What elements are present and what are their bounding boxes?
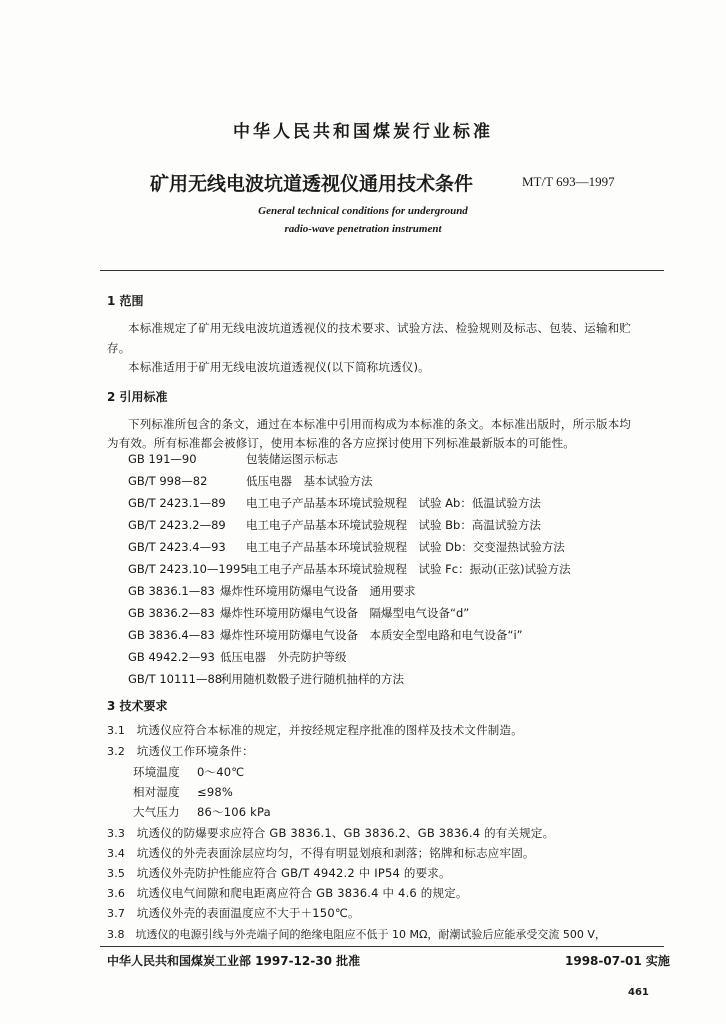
english-title-line-1: General technical conditions for underground bbox=[258, 205, 468, 217]
section-1-para-1-line-2: 存。 bbox=[107, 341, 131, 355]
reference-code: GB 3836.4—83 bbox=[128, 628, 215, 642]
section-1-para-1-line-1: 本标准规定了矿用无线电波坑道透视仪的技术要求、试验方法、检验规则及标志、包装、运输和贮 bbox=[128, 321, 632, 335]
condition-value: 86～106 kPa bbox=[197, 805, 271, 819]
condition-value: ≤98% bbox=[197, 785, 233, 799]
condition-label: 相对湿度 bbox=[133, 785, 180, 799]
reference-item bbox=[128, 561, 571, 577]
reference-code: GB 3836.2—83 bbox=[128, 606, 215, 620]
reference-title: 爆炸性环境用防爆电气设备 隔爆型电气设备“d” bbox=[220, 606, 470, 620]
clause-3-4 bbox=[107, 845, 535, 861]
reference-item bbox=[128, 627, 523, 643]
clause-text: 坑透仪工作环境条件： bbox=[136, 744, 254, 758]
clause-3-7 bbox=[107, 905, 360, 921]
reference-title: 电工电子产品基本环境试验规程 试验 Db：交变湿热试验方法 bbox=[246, 540, 565, 554]
reference-item bbox=[128, 451, 338, 467]
org-title: 中华人民共和国煤炭行业标准 bbox=[233, 122, 493, 142]
reference-code: GB/T 2423.4—93 bbox=[128, 540, 226, 554]
implementation-date: 1998-07-01 实施 bbox=[565, 954, 670, 968]
reference-code: GB/T 2423.1—89 bbox=[128, 496, 226, 510]
clause-number: 3.8 bbox=[107, 928, 125, 941]
reference-title: 低压电器 基本试验方法 bbox=[246, 474, 373, 488]
reference-title: 电工电子产品基本环境试验规程 试验 Fc：振动(正弦)试验方法 bbox=[246, 562, 571, 576]
reference-code: GB 191—90 bbox=[128, 452, 197, 466]
condition-row bbox=[133, 804, 271, 820]
clause-number: 3.7 bbox=[107, 907, 126, 920]
reference-code: GB/T 998—82 bbox=[128, 474, 208, 488]
approval-note: 中华人民共和国煤炭工业部 1997-12-30 批准 bbox=[107, 954, 361, 968]
clause-3-5 bbox=[107, 865, 451, 881]
reference-title: 低压电器 外壳防护等级 bbox=[220, 650, 347, 664]
clause-number: 3.2 bbox=[107, 745, 126, 758]
reference-item bbox=[128, 495, 541, 511]
doc-title: 矿用无线电波坑道透视仪通用技术条件 bbox=[150, 173, 474, 195]
reference-code: GB/T 2423.10—1995 bbox=[128, 562, 248, 576]
footer-divider bbox=[100, 946, 664, 947]
reference-code: GB/T 10111—88 bbox=[128, 672, 223, 686]
section-3-heading: 3 技术要求 bbox=[107, 699, 168, 713]
section-2-heading: 2 引用标准 bbox=[107, 390, 168, 404]
clause-3-8 bbox=[107, 926, 606, 942]
clause-number: 3.5 bbox=[107, 867, 126, 880]
clause-number: 3.4 bbox=[107, 847, 126, 860]
reference-item bbox=[128, 649, 347, 665]
reference-title: 利用随机数骰子进行随机抽样的方法 bbox=[220, 672, 404, 686]
page-number: 461 bbox=[628, 987, 649, 998]
reference-title: 爆炸性环境用防爆电气设备 本质安全型电路和电气设备“i” bbox=[220, 628, 523, 642]
reference-item bbox=[128, 605, 469, 621]
clause-3-2 bbox=[107, 743, 254, 759]
reference-title: 电工电子产品基本环境试验规程 试验 Ab：低温试验方法 bbox=[246, 496, 541, 510]
condition-row bbox=[133, 784, 233, 800]
section-2-intro-line-2: 为有效。所有标准都会被修订，使用本标准的各方应探讨使用下列标准最新版本的可能性。 bbox=[107, 436, 575, 450]
clause-text: 坑透仪的电源引线与外壳端子间的绝缘电阻应不低于 10 MΩ，耐潮试验后应能承受交流 500 V， bbox=[135, 928, 606, 941]
header-divider bbox=[100, 270, 664, 271]
doc-code: MT/T 693—1997 bbox=[522, 174, 615, 189]
clause-number: 3.1 bbox=[107, 724, 126, 737]
condition-row bbox=[133, 764, 244, 780]
section-1-heading: 1 范围 bbox=[107, 294, 144, 308]
reference-title: 包装储运图示标志 bbox=[246, 452, 338, 466]
clause-text: 坑透仪应符合本标准的规定，并按经规定程序批准的图样及技术文件制造。 bbox=[136, 723, 523, 737]
clause-number: 3.3 bbox=[107, 827, 126, 840]
clause-3-3 bbox=[107, 825, 554, 841]
reference-title: 电工电子产品基本环境试验规程 试验 Bb：高温试验方法 bbox=[246, 518, 541, 532]
reference-item bbox=[128, 539, 565, 555]
clause-text: 坑透仪外壳的表面温度应不大于＋150℃。 bbox=[136, 906, 360, 920]
reference-title: 爆炸性环境用防爆电气设备 通用要求 bbox=[220, 584, 416, 598]
english-title-line-2: radio-wave penetration instrument bbox=[284, 223, 442, 235]
reference-item bbox=[128, 671, 404, 687]
reference-item bbox=[128, 583, 416, 599]
section-2-intro-line-1: 下列标准所包含的条文，通过在本标准中引用而构成为本标准的条文。本标准出版时，所示版本均 bbox=[128, 417, 632, 431]
condition-label: 大气压力 bbox=[133, 805, 180, 819]
clause-text: 坑透仪的防爆要求应符合 GB 3836.1、GB 3836.2、GB 3836.4 的有关规定。 bbox=[136, 826, 555, 840]
clause-3-1 bbox=[107, 722, 523, 738]
clause-text: 坑透仪电气间隙和爬电距离应符合 GB 3836.4 中 4.6 的规定。 bbox=[136, 886, 468, 900]
clause-text: 坑透仪外壳防护性能应符合 GB/T 4942.2 中 IP54 的要求。 bbox=[136, 866, 451, 880]
reference-code: GB 4942.2—93 bbox=[128, 650, 215, 664]
reference-item bbox=[128, 517, 541, 533]
clause-number: 3.6 bbox=[107, 887, 126, 900]
clause-text: 坑透仪的外壳表面涂层应均匀，不得有明显划痕和剥落；铭牌和标志应牢固。 bbox=[136, 846, 535, 860]
condition-value: 0～40℃ bbox=[197, 765, 245, 779]
section-1-para-2: 本标准适用于矿用无线电波坑道透视仪(以下简称坑透仪)。 bbox=[128, 360, 430, 374]
condition-label: 环境温度 bbox=[133, 765, 180, 779]
reference-code: GB/T 2423.2—89 bbox=[128, 518, 226, 532]
reference-code: GB 3836.1—83 bbox=[128, 584, 215, 598]
reference-item bbox=[128, 473, 373, 489]
clause-3-6 bbox=[107, 885, 468, 901]
